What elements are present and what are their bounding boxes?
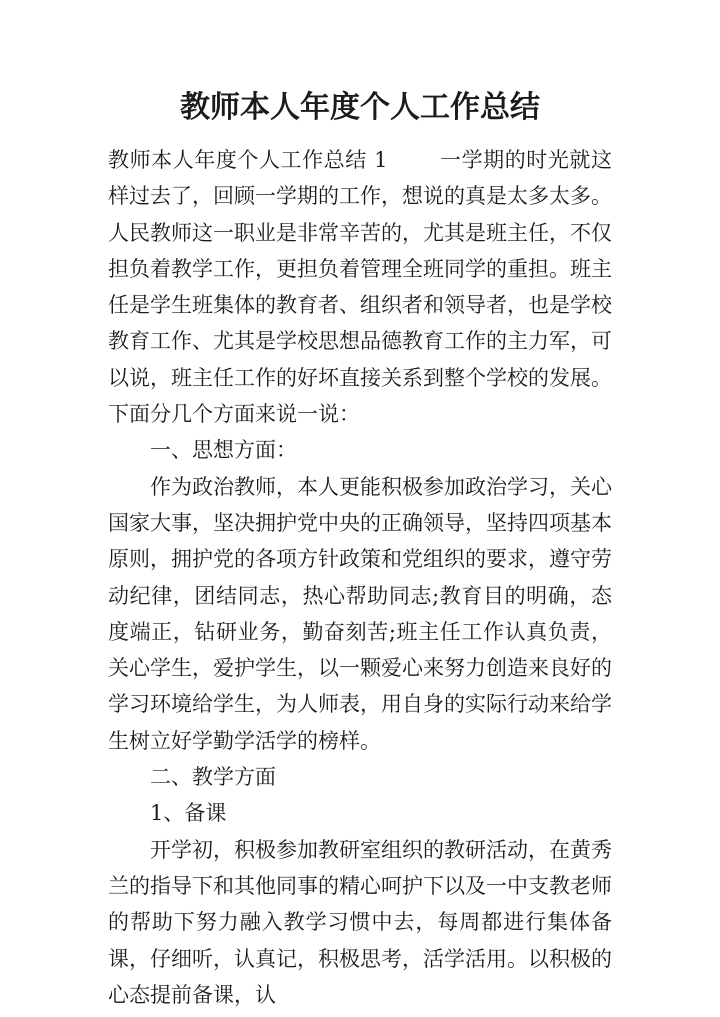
intro-text: 一学期的时光就这样过去了，回顾一学期的工作，想说的真是太多太多。人民教师这一职业是非常辛苦的，尤其是班主任，不仅担负着教学工作，更担负着管理全班同学的重担。班主任是学生班集体的教育者、组织者和领导者，也是学校教育工作、尤其是学校思想品德教育工作的主力军，可以说，班主任工作的好坏直接关系到整个学校的发展。下面分几个方面来说一说： [108,148,612,427]
subsection1-heading: 1、备课 [150,801,227,826]
intro-paragraph [108,142,612,432]
document-title: 教师本人年度个人工作总结 [180,90,540,125]
subsection1-paragraph: 开学初，积极参加教研室组织的教研活动，在黄秀兰的指导下和其他同事的精心呵护下以及一中支教老师的帮助下努力融入教学习惯中去，每周都进行集体备课，仔细听，认真记，积极思考，活学活用。以积极的心态提前备课，认 [108,837,612,1007]
section1-paragraph: 作为政治教师，本人更能积极参加政治学习，关心国家大事，坚决拥护党中央的正确领导，坚持四项基本原则，拥护党的各项方针政策和党组织的要求，遵守劳动纪律，团结同志，热心帮助同志;教育目的明确，态度端正，钻研业务，勤奋刻苦;班主任工作认真负责，关心学生，爱护学生，以一颗爱心来努力创造来良好的学习环境给学生，为人师表，用自身的实际行动来给学生树立好学勤学活学的榜样。 [108,474,612,753]
section2-heading: 二、教学方面 [150,765,276,790]
document-body [108,142,612,1013]
intro-label: 教师本人年度个人工作总结 1 [108,148,388,172]
section1-heading: 一、思想方面： [150,438,297,463]
document-page [108,0,612,1013]
